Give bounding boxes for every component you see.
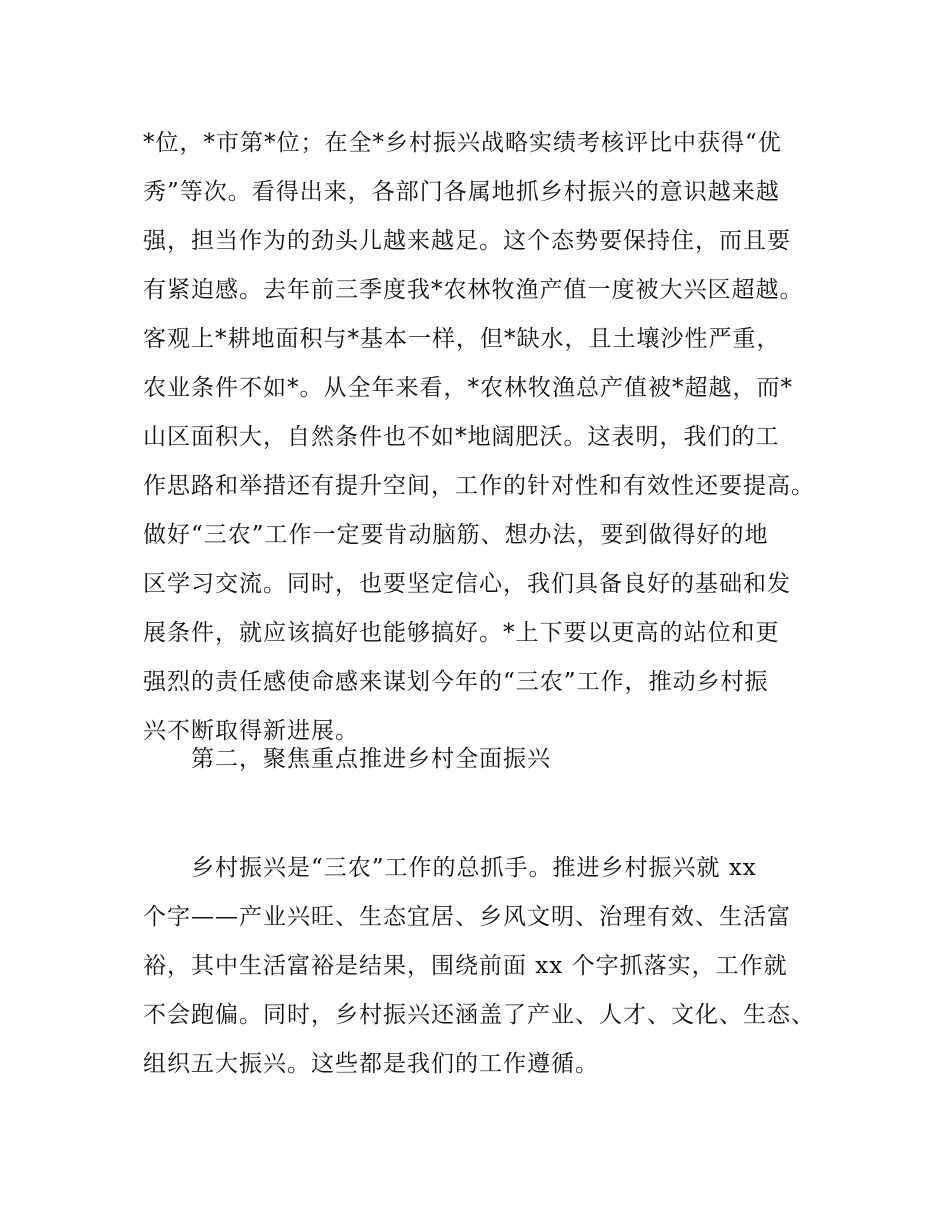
paragraph-continuation xyxy=(143,119,843,756)
text-line: 乡村振兴是“三农”工作的总抓手。推进乡村振兴就 xx xyxy=(191,855,757,881)
text-line: 强烈的责任感使命感来谋划今年的“三农”工作，推动乡村振 xyxy=(143,669,769,695)
text-line: 裕，其中生活富裕是结果，围绕前面 xx 个字抓落实，工作就 xyxy=(143,953,788,979)
text-line: 展条件，就应该搞好也能够搞好。*上下要以更高的站位和更 xyxy=(143,620,780,646)
text-line: 山区面积大，自然条件也不如*地阔肥沃。这表明，我们的工 xyxy=(143,424,780,450)
text-line: 强，担当作为的劲头儿越来越足。这个态势要保持住，而且要 xyxy=(143,228,791,254)
text-line: 兴不断取得新进展。 xyxy=(143,718,359,744)
text-line: 个字——产业兴旺、生态宜居、乡风文明、治理有效、生活富 xyxy=(143,904,791,930)
text-line: 农业条件不如*。从全年来看，*农林牧渔总产值被*超越，而* xyxy=(143,375,793,401)
heading-line: 第二，聚焦重点推进乡村全面振兴 xyxy=(191,746,551,772)
text-line: *位，*市第*位；在全*乡村振兴战略实绩考核评比中获得“优 xyxy=(143,130,782,156)
text-line: 不会跑偏。同时，乡村振兴还涵盖了产业、人才、文化、生态、 xyxy=(143,1002,815,1028)
text-line: 作思路和举措还有提升空间，工作的针对性和有效性还要提高。 xyxy=(143,473,815,499)
text-line: 区学习交流。同时，也要坚定信心，我们具备良好的基础和发 xyxy=(143,571,791,597)
text-line: 有紧迫感。去年前三季度我*农林牧渔产值一度被大兴区超越。 xyxy=(143,277,804,303)
text-line: 做好“三农”工作一定要肯动脑筋、想办法，要到做得好的地 xyxy=(143,522,769,548)
text-line: 秀”等次。看得出来，各部门各属地抓乡村振兴的意识越来越 xyxy=(143,179,780,205)
paragraph-body xyxy=(143,844,843,1089)
text-line: 客观上*耕地面积与*基本一样，但*缺水，且土壤沙性严重， xyxy=(143,326,781,352)
text-line: 组织五大振兴。这些都是我们的工作遵循。 xyxy=(143,1051,599,1077)
section-heading xyxy=(143,735,843,784)
